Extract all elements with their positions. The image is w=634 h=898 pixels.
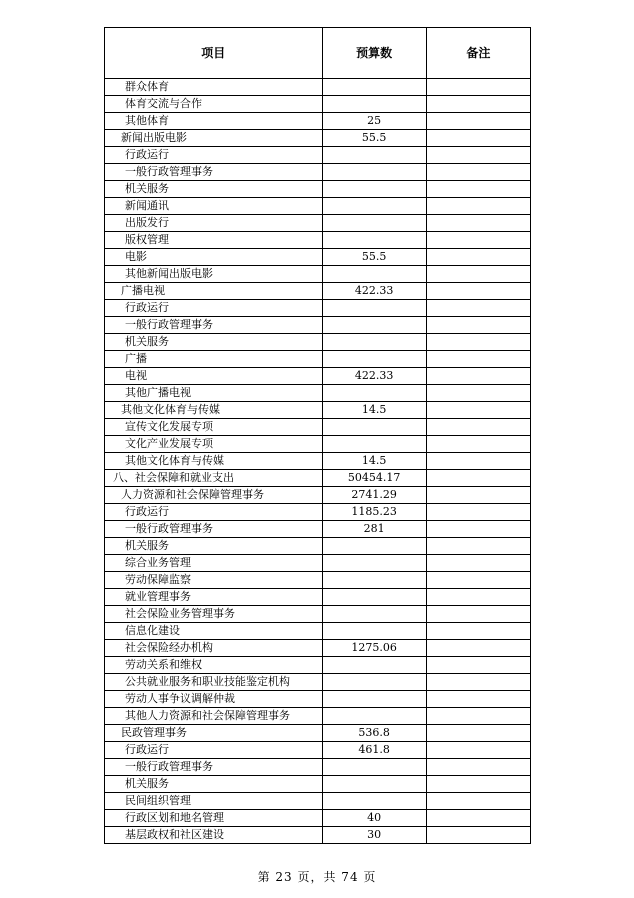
row-budget-amount: 2741.29 <box>322 487 426 504</box>
table-row <box>105 725 531 742</box>
row-note <box>426 351 530 368</box>
table-header-row <box>105 28 531 79</box>
row-note <box>426 470 530 487</box>
row-item-label: 行政区划和地名管理 <box>105 810 323 827</box>
table-row <box>105 79 531 96</box>
row-budget-amount: 422.33 <box>322 283 426 300</box>
row-budget-amount: 1185.23 <box>322 504 426 521</box>
row-item-label: 机关服务 <box>105 538 323 555</box>
row-budget-amount <box>322 351 426 368</box>
row-note <box>426 113 530 130</box>
table-row <box>105 657 531 674</box>
row-note <box>426 708 530 725</box>
table-row <box>105 640 531 657</box>
table-row <box>105 589 531 606</box>
row-note <box>426 521 530 538</box>
row-item-label: 其他新闻出版电影 <box>105 266 323 283</box>
row-budget-amount <box>322 555 426 572</box>
row-note <box>426 334 530 351</box>
row-note <box>426 198 530 215</box>
row-item-label: 其他广播电视 <box>105 385 323 402</box>
row-item-label: 机关服务 <box>105 181 323 198</box>
table-row <box>105 368 531 385</box>
table-row <box>105 351 531 368</box>
row-item-label: 体育交流与合作 <box>105 96 323 113</box>
table-row <box>105 164 531 181</box>
row-budget-amount: 281 <box>322 521 426 538</box>
row-item-label: 机关服务 <box>105 776 323 793</box>
table-row <box>105 691 531 708</box>
table-row <box>105 198 531 215</box>
row-note <box>426 385 530 402</box>
row-budget-amount <box>322 317 426 334</box>
row-budget-amount <box>322 674 426 691</box>
row-note <box>426 640 530 657</box>
table-row <box>105 742 531 759</box>
row-item-label: 八、社会保障和就业支出 <box>105 470 323 487</box>
row-budget-amount <box>322 606 426 623</box>
row-note <box>426 249 530 266</box>
row-budget-amount <box>322 691 426 708</box>
table-body <box>105 79 531 844</box>
table-row <box>105 827 531 844</box>
row-note <box>426 487 530 504</box>
row-note <box>426 555 530 572</box>
row-item-label: 广播 <box>105 351 323 368</box>
row-budget-amount <box>322 385 426 402</box>
row-item-label: 群众体育 <box>105 79 323 96</box>
table-row <box>105 572 531 589</box>
row-budget-amount <box>322 334 426 351</box>
row-budget-amount <box>322 572 426 589</box>
row-note <box>426 793 530 810</box>
table-row <box>105 419 531 436</box>
row-item-label: 民政管理事务 <box>105 725 323 742</box>
row-budget-amount: 25 <box>322 113 426 130</box>
row-item-label: 行政运行 <box>105 147 323 164</box>
table-row <box>105 96 531 113</box>
row-budget-amount: 14.5 <box>322 453 426 470</box>
row-note <box>426 674 530 691</box>
row-budget-amount <box>322 759 426 776</box>
header-note: 备注 <box>426 28 530 79</box>
row-note <box>426 300 530 317</box>
row-note <box>426 810 530 827</box>
table-row <box>105 283 531 300</box>
row-note <box>426 96 530 113</box>
header-item: 项目 <box>105 28 323 79</box>
row-note <box>426 504 530 521</box>
row-budget-amount: 55.5 <box>322 249 426 266</box>
row-note <box>426 776 530 793</box>
row-budget-amount <box>322 436 426 453</box>
row-item-label: 电影 <box>105 249 323 266</box>
table-row <box>105 708 531 725</box>
table-row <box>105 266 531 283</box>
row-item-label: 新闻出版电影 <box>105 130 323 147</box>
row-item-label: 版权管理 <box>105 232 323 249</box>
row-budget-amount <box>322 657 426 674</box>
row-budget-amount: 40 <box>322 810 426 827</box>
row-note <box>426 572 530 589</box>
row-item-label: 劳动人事争议调解仲裁 <box>105 691 323 708</box>
table-row <box>105 436 531 453</box>
row-note <box>426 283 530 300</box>
row-item-label: 其他体育 <box>105 113 323 130</box>
row-budget-amount: 422.33 <box>322 368 426 385</box>
budget-table <box>104 27 531 844</box>
row-budget-amount <box>322 623 426 640</box>
row-item-label: 劳动保障监察 <box>105 572 323 589</box>
row-item-label: 信息化建设 <box>105 623 323 640</box>
table-row <box>105 300 531 317</box>
row-budget-amount <box>322 266 426 283</box>
row-item-label: 劳动关系和维权 <box>105 657 323 674</box>
table-row <box>105 674 531 691</box>
row-budget-amount <box>322 232 426 249</box>
row-note <box>426 79 530 96</box>
row-budget-amount <box>322 538 426 555</box>
row-note <box>426 181 530 198</box>
row-note <box>426 317 530 334</box>
row-budget-amount: 461.8 <box>322 742 426 759</box>
row-note <box>426 164 530 181</box>
table-row <box>105 334 531 351</box>
row-item-label: 就业管理事务 <box>105 589 323 606</box>
row-item-label: 基层政权和社区建设 <box>105 827 323 844</box>
row-item-label: 一般行政管理事务 <box>105 164 323 181</box>
table-row <box>105 232 531 249</box>
table-row <box>105 453 531 470</box>
row-item-label: 行政运行 <box>105 300 323 317</box>
row-budget-amount <box>322 589 426 606</box>
row-budget-amount <box>322 147 426 164</box>
row-item-label: 文化产业发展专项 <box>105 436 323 453</box>
row-budget-amount: 1275.06 <box>322 640 426 657</box>
row-budget-amount <box>322 793 426 810</box>
row-budget-amount <box>322 164 426 181</box>
row-budget-amount <box>322 300 426 317</box>
row-note <box>426 691 530 708</box>
table-row <box>105 317 531 334</box>
row-item-label: 一般行政管理事务 <box>105 521 323 538</box>
table-row <box>105 181 531 198</box>
row-note <box>426 623 530 640</box>
row-item-label: 其他文化体育与传媒 <box>105 402 323 419</box>
row-note <box>426 759 530 776</box>
table-row <box>105 504 531 521</box>
table-row <box>105 130 531 147</box>
header-amount: 预算数 <box>322 28 426 79</box>
table-row <box>105 793 531 810</box>
row-note <box>426 215 530 232</box>
row-note <box>426 147 530 164</box>
row-item-label: 民间组织管理 <box>105 793 323 810</box>
table-row <box>105 521 531 538</box>
row-item-label: 新闻通讯 <box>105 198 323 215</box>
row-item-label: 社会保险业务管理事务 <box>105 606 323 623</box>
row-budget-amount <box>322 198 426 215</box>
row-budget-amount: 536.8 <box>322 725 426 742</box>
row-item-label: 宣传文化发展专项 <box>105 419 323 436</box>
table-row <box>105 147 531 164</box>
table-row <box>105 759 531 776</box>
table-row <box>105 606 531 623</box>
table-row <box>105 555 531 572</box>
row-item-label: 出版发行 <box>105 215 323 232</box>
table-row <box>105 776 531 793</box>
table-row <box>105 538 531 555</box>
row-item-label: 电视 <box>105 368 323 385</box>
row-note <box>426 453 530 470</box>
row-note <box>426 827 530 844</box>
table-row <box>105 487 531 504</box>
row-item-label: 行政运行 <box>105 504 323 521</box>
row-note <box>426 266 530 283</box>
row-budget-amount <box>322 708 426 725</box>
table-row <box>105 810 531 827</box>
row-note <box>426 436 530 453</box>
row-item-label: 公共就业服务和职业技能鉴定机构 <box>105 674 323 691</box>
row-item-label: 广播电视 <box>105 283 323 300</box>
row-note <box>426 657 530 674</box>
row-budget-amount: 14.5 <box>322 402 426 419</box>
table-row <box>105 623 531 640</box>
row-item-label: 人力资源和社会保障管理事务 <box>105 487 323 504</box>
table-row <box>105 470 531 487</box>
row-item-label: 其他人力资源和社会保障管理事务 <box>105 708 323 725</box>
row-item-label: 其他文化体育与传媒 <box>105 453 323 470</box>
table-row <box>105 249 531 266</box>
row-note <box>426 538 530 555</box>
row-item-label: 一般行政管理事务 <box>105 317 323 334</box>
row-item-label: 一般行政管理事务 <box>105 759 323 776</box>
row-budget-amount <box>322 181 426 198</box>
row-item-label: 机关服务 <box>105 334 323 351</box>
row-note <box>426 402 530 419</box>
row-budget-amount <box>322 96 426 113</box>
table-row <box>105 402 531 419</box>
row-budget-amount <box>322 419 426 436</box>
row-note <box>426 232 530 249</box>
row-note <box>426 742 530 759</box>
row-item-label: 社会保险经办机构 <box>105 640 323 657</box>
row-note <box>426 589 530 606</box>
row-budget-amount <box>322 776 426 793</box>
row-budget-amount: 30 <box>322 827 426 844</box>
row-item-label: 综合业务管理 <box>105 555 323 572</box>
row-note <box>426 725 530 742</box>
row-budget-amount: 55.5 <box>322 130 426 147</box>
row-note <box>426 419 530 436</box>
row-budget-amount <box>322 79 426 96</box>
table-row <box>105 113 531 130</box>
row-note <box>426 130 530 147</box>
row-note <box>426 606 530 623</box>
row-budget-amount <box>322 215 426 232</box>
page-number: 第 23 页，共 74 页 <box>257 870 377 884</box>
row-item-label: 行政运行 <box>105 742 323 759</box>
table-row <box>105 385 531 402</box>
row-budget-amount: 50454.17 <box>322 470 426 487</box>
row-note <box>426 368 530 385</box>
table-row <box>105 215 531 232</box>
